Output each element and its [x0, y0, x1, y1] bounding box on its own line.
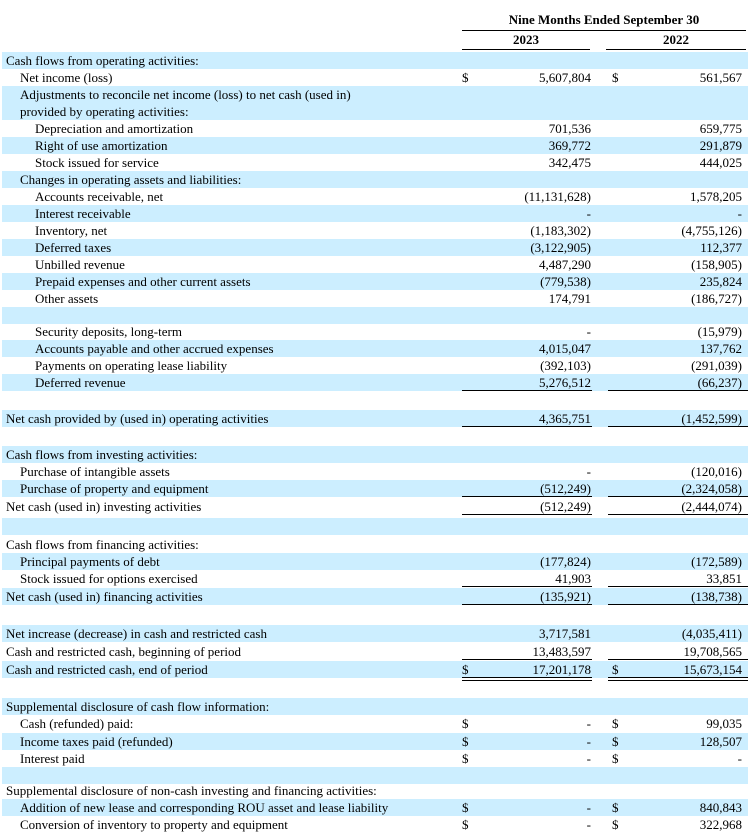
spacer-row — [2, 680, 748, 697]
row-label: Addition of new lease and corresponding ROU asset and lease liability — [20, 800, 389, 815]
table-row — [2, 154, 748, 171]
table-row — [2, 410, 748, 427]
row-label: Cash flows from operating activities: — [6, 53, 199, 68]
row-label: Inventory, net — [35, 223, 108, 238]
row-label: Net increase (decrease) in cash and restricted cash — [6, 626, 267, 641]
row-label: Purchase of property and equipment — [20, 481, 209, 496]
dollar-sign-2022: $ — [612, 817, 619, 832]
table-row — [2, 643, 748, 660]
table-row — [2, 480, 748, 497]
value-2023: (3,122,905) — [530, 240, 591, 255]
value-2022: 840,843 — [699, 800, 742, 815]
value-2022: (1,452,599) — [681, 411, 742, 426]
total-rule-2023 — [462, 514, 592, 515]
value-2022: - — [737, 751, 742, 766]
value-2023: 4,365,751 — [539, 411, 591, 426]
table-row — [2, 222, 748, 239]
row-label: Accounts payable and other accrued expenses — [35, 341, 274, 356]
table-row — [2, 171, 748, 188]
value-2023: 4,487,290 — [539, 257, 591, 272]
table-row — [2, 357, 748, 374]
row-label: Accounts receivable, net — [35, 189, 164, 204]
spacer-row — [2, 608, 748, 625]
value-2022: 19,708,565 — [683, 644, 742, 659]
row-label: Net cash (used in) financing activities — [6, 589, 203, 604]
value-2022: 561,567 — [699, 70, 742, 85]
value-2023: 369,772 — [548, 138, 591, 153]
value-2023: 342,475 — [548, 155, 591, 170]
table-row — [2, 536, 748, 553]
table-row — [2, 625, 748, 642]
row-label: Depreciation and amortization — [35, 121, 194, 136]
value-2023: - — [586, 464, 591, 479]
value-2022: (291,039) — [691, 358, 742, 373]
value-2023: (135,921) — [540, 589, 591, 604]
dollar-sign-2022: $ — [612, 734, 619, 749]
row-label: provided by operating activities: — [20, 104, 189, 119]
value-2022: (138,738) — [691, 589, 742, 604]
row-label: Supplemental disclosure of cash flow information: — [6, 699, 270, 714]
table-row — [2, 86, 748, 103]
value-2022: 659,775 — [699, 121, 742, 136]
dollar-sign-2023: $ — [462, 751, 469, 766]
value-2023: 174,791 — [548, 291, 591, 306]
total-rule-2022 — [608, 514, 748, 515]
value-2022: - — [737, 206, 742, 221]
table-row — [2, 816, 748, 833]
row-label: Supplemental disclosure of non-cash investing and financing activities: — [6, 783, 377, 798]
value-2023: 5,607,804 — [539, 70, 591, 85]
row-label: Right of use amortization — [35, 138, 168, 153]
value-2023: - — [586, 206, 591, 221]
table-row — [2, 463, 748, 480]
spacer-row — [2, 518, 748, 535]
row-label: Purchase of intangible assets — [20, 464, 170, 479]
column-header-2023: 2023 — [513, 32, 539, 47]
dollar-sign-2022: $ — [612, 751, 619, 766]
table-row — [2, 290, 748, 307]
value-2023: 4,015,047 — [539, 341, 591, 356]
row-label: Unbilled revenue — [35, 257, 125, 272]
table-row — [2, 799, 748, 816]
row-label: Income taxes paid (refunded) — [20, 734, 173, 749]
row-label: Cash (refunded) paid: — [20, 716, 134, 731]
row-label: Cash and restricted cash, end of period — [6, 662, 208, 677]
total-rule-2022 — [608, 659, 748, 660]
table-row — [2, 715, 748, 732]
total-rule-2023 — [462, 604, 592, 605]
table-row — [2, 553, 748, 570]
row-label: Cash flows from investing activities: — [6, 447, 198, 462]
table-row — [2, 588, 748, 605]
table-row — [2, 256, 748, 273]
table-row — [2, 69, 748, 86]
value-2022: 235,824 — [699, 274, 742, 289]
table-row — [2, 323, 748, 340]
value-2022: 444,025 — [699, 155, 742, 170]
value-2022: (186,727) — [691, 291, 742, 306]
table-row — [2, 733, 748, 750]
value-2023: - — [586, 751, 591, 766]
value-2022: 99,035 — [706, 716, 742, 731]
table-row — [2, 340, 748, 357]
row-label: Net cash (used in) investing activities — [6, 499, 202, 514]
value-2022: (4,755,126) — [681, 223, 742, 238]
total-rule-2023 — [462, 586, 592, 587]
row-label: Interest receivable — [35, 206, 131, 221]
total-rule-2022 — [608, 390, 748, 391]
table-row — [2, 750, 748, 767]
period-header: Nine Months Ended September 30 — [508, 12, 700, 27]
row-label: Adjustments to reconcile net income (loss) to net cash (used in) — [20, 87, 351, 102]
value-2022: (4,035,411) — [681, 626, 742, 641]
value-2023: - — [586, 800, 591, 815]
value-2022: (2,444,074) — [681, 499, 742, 514]
total-rule-2023 — [462, 390, 592, 391]
table-row — [2, 698, 748, 715]
value-2023: - — [586, 817, 591, 832]
total-rule-2023 — [462, 496, 592, 497]
table-row — [2, 570, 748, 587]
value-2022: 1,578,205 — [690, 189, 742, 204]
value-2022: 322,968 — [699, 817, 742, 832]
dollar-sign-2023: $ — [462, 800, 469, 815]
value-2023: (512,249) — [540, 481, 591, 496]
value-2023: 701,536 — [548, 121, 591, 136]
value-2022: (15,979) — [697, 324, 742, 339]
table-row — [2, 52, 748, 69]
dollar-sign-2023: $ — [462, 817, 469, 832]
table-row — [2, 188, 748, 205]
column-header-2022: 2022 — [663, 32, 689, 47]
row-label: Deferred taxes — [35, 240, 112, 255]
table-row — [2, 239, 748, 256]
value-2023: 3,717,581 — [539, 626, 591, 641]
value-2022: (2,324,058) — [681, 481, 742, 496]
dollar-sign-2023: $ — [462, 70, 469, 85]
row-label: Stock issued for options exercised — [20, 571, 198, 586]
value-2022: (120,016) — [691, 464, 742, 479]
row-label: Changes in operating assets and liabilities: — [20, 172, 242, 187]
row-label: Interest paid — [20, 751, 85, 766]
dollar-sign-2023: $ — [462, 662, 469, 677]
row-label: Conversion of inventory to property and equipment — [20, 817, 288, 832]
value-2023: - — [586, 716, 591, 731]
row-label: Principal payments of debt — [20, 554, 160, 569]
dollar-sign-2023: $ — [462, 734, 469, 749]
value-2023: 13,483,597 — [532, 644, 591, 659]
row-label: Prepaid expenses and other current assets — [35, 274, 251, 289]
total-rule-2023 — [462, 426, 592, 427]
value-2022: 128,507 — [699, 734, 742, 749]
value-2023: 5,276,512 — [539, 375, 591, 390]
table-row — [2, 374, 748, 391]
value-2023: (177,824) — [540, 554, 591, 569]
total-rule-2022 — [608, 496, 748, 497]
table-row — [2, 661, 748, 678]
spacer-row — [2, 393, 748, 410]
row-label: Net cash provided by (used in) operating activities — [6, 411, 269, 426]
value-2023: (11,131,628) — [524, 189, 591, 204]
value-2023: (1,183,302) — [530, 223, 591, 238]
total-rule-2022 — [608, 586, 748, 587]
table-row — [2, 446, 748, 463]
row-label: Other assets — [35, 291, 99, 306]
value-2022: (66,237) — [697, 375, 742, 390]
total-rule-2023 — [462, 659, 592, 660]
value-2022: (172,589) — [691, 554, 742, 569]
table-row — [2, 103, 748, 120]
table-row — [2, 137, 748, 154]
total-rule-2022 — [608, 604, 748, 605]
value-2022: 291,879 — [699, 138, 742, 153]
value-2022: (158,905) — [691, 257, 742, 272]
value-2023: (512,249) — [540, 499, 591, 514]
table-row — [2, 782, 748, 799]
period-header-underline — [462, 30, 746, 31]
value-2022: 112,377 — [700, 240, 742, 255]
row-label: Payments on operating lease liability — [35, 358, 228, 373]
value-2023: (779,538) — [540, 274, 591, 289]
dollar-sign-2022: $ — [612, 662, 619, 677]
row-label: Cash and restricted cash, beginning of period — [6, 644, 242, 659]
row-label: Stock issued for service — [35, 155, 159, 170]
row-label: Cash flows from financing activities: — [6, 537, 199, 552]
value-2023: 41,903 — [555, 571, 591, 586]
row-label: Net income (loss) — [20, 70, 113, 85]
value-2023: - — [586, 324, 591, 339]
table-row — [2, 498, 748, 515]
value-2023: 17,201,178 — [532, 662, 591, 677]
row-label: Security deposits, long-term — [35, 324, 182, 339]
total-rule-2022 — [608, 426, 748, 427]
dollar-sign-2022: $ — [612, 716, 619, 731]
column-2023-underline — [462, 49, 590, 50]
table-row — [2, 205, 748, 222]
value-2023: - — [586, 734, 591, 749]
value-2022: 137,762 — [699, 341, 742, 356]
value-2022: 15,673,154 — [683, 662, 742, 677]
spacer-row — [2, 307, 748, 324]
column-2022-underline — [606, 49, 746, 50]
spacer-row — [2, 428, 748, 445]
table-row — [2, 273, 748, 290]
dollar-sign-2022: $ — [612, 800, 619, 815]
dollar-sign-2022: $ — [612, 70, 619, 85]
value-2022: 33,851 — [706, 571, 742, 586]
dollar-sign-2023: $ — [462, 716, 469, 731]
table-row — [2, 120, 748, 137]
row-label: Deferred revenue — [35, 375, 126, 390]
value-2023: (392,103) — [540, 358, 591, 373]
